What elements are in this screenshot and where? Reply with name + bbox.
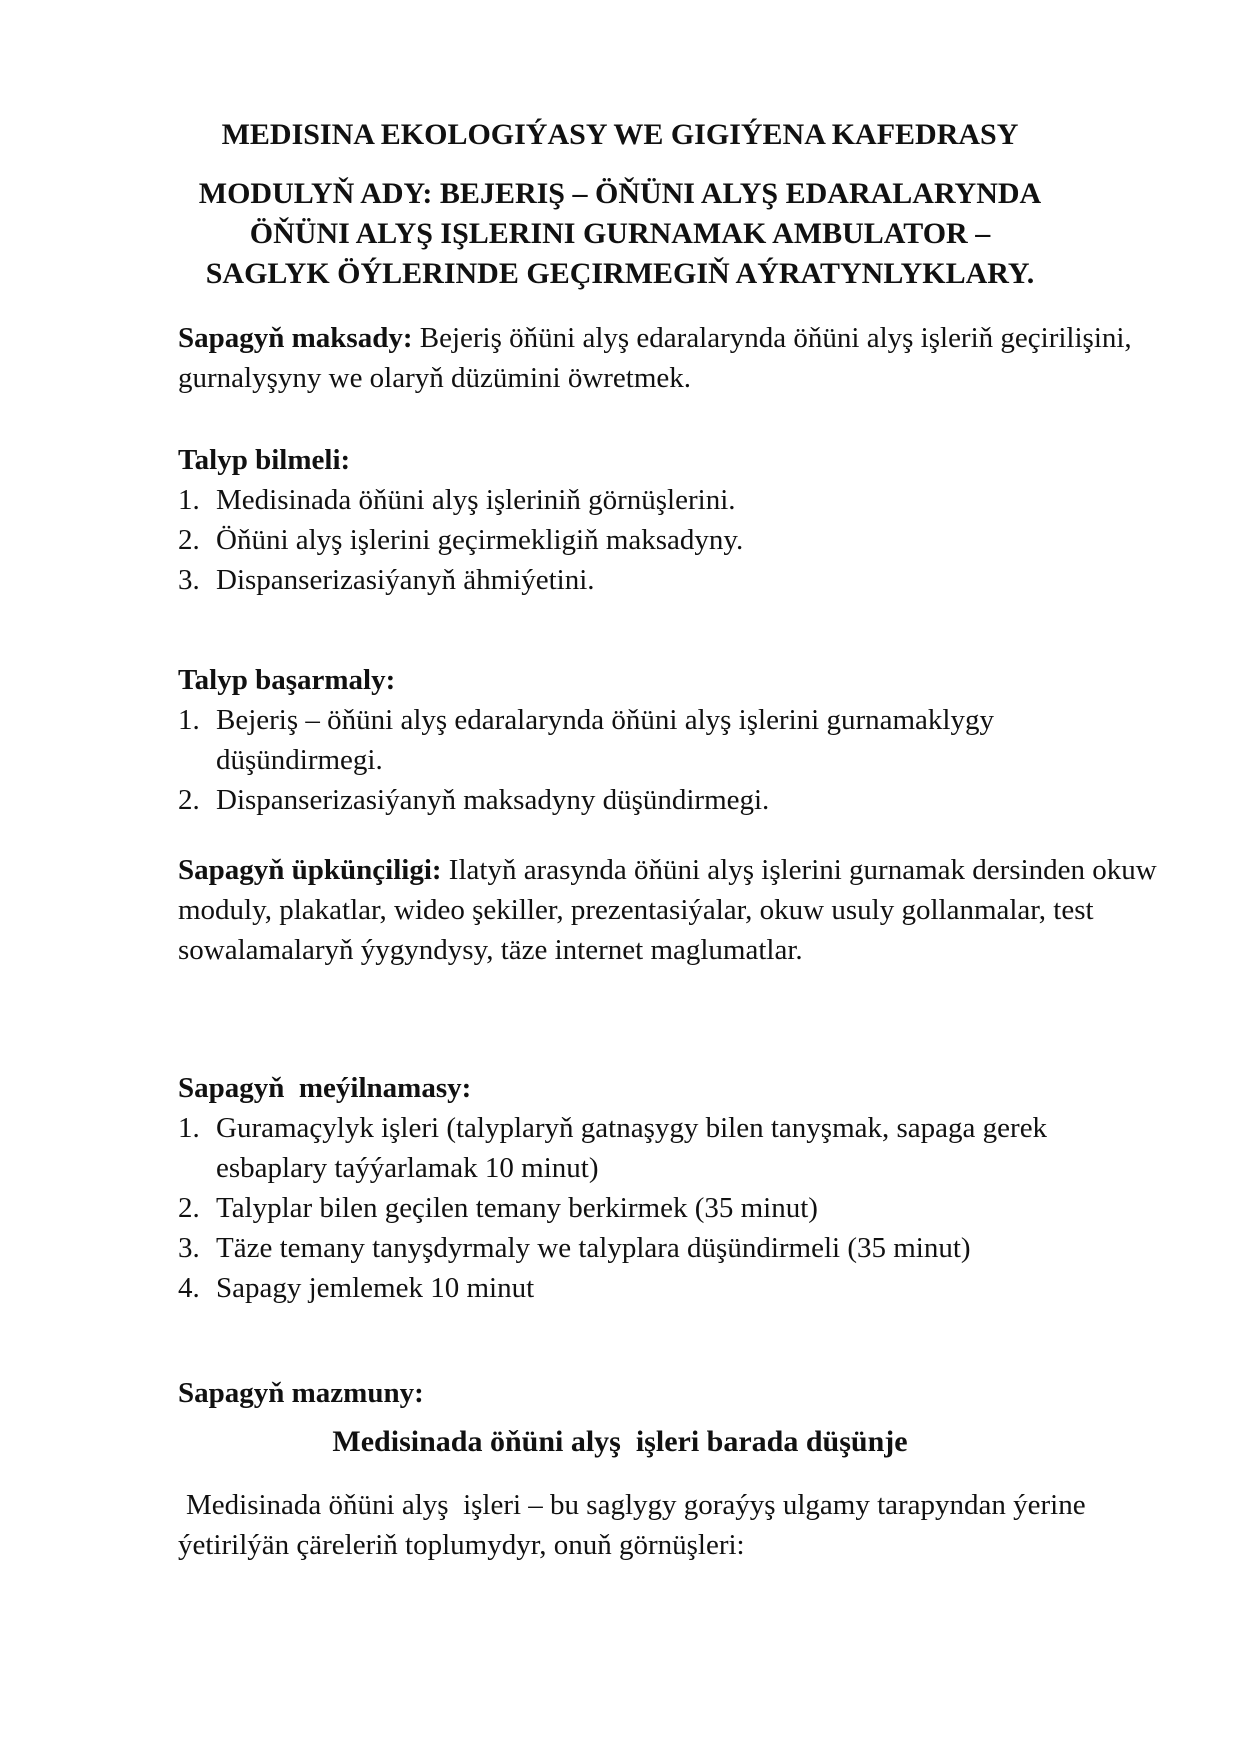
module-title-line: MODULYŇ ADY: BEJERIŞ – ÖŇÜNI ALYŞ EDARALARYNDA	[198, 177, 1042, 210]
list-item	[178, 1108, 1158, 1188]
list-text: Medisinada öňüni alyş işleriniň görnüşlerini.	[216, 484, 736, 516]
lesson-equipment	[178, 850, 1158, 970]
lesson-equipment-text: Ilatyň arasynda öňüni alyş işlerini gurnamak dersinden okuw moduly, plakatlar, wideo şekiller, prezentasiýalar, okuw usuly gollanmalar, test sowalamalaryň ýygyndysy, täze internet maglumatlar.	[178, 854, 1157, 966]
list-text: Täze temany tanyşdyrmaly we talyplara düşündirmeli (35 minut)	[216, 1232, 971, 1264]
list-item	[178, 1268, 1158, 1308]
list-item	[178, 520, 1158, 560]
section-heading: Medisinada öňüni alyş işleri barada düşünje	[332, 1425, 908, 1458]
intro-paragraph	[178, 1485, 1158, 1565]
must-do-section	[178, 660, 1158, 820]
list-item	[178, 780, 1158, 820]
list-item	[178, 560, 1158, 600]
must-do-heading: Talyp başarmaly:	[178, 664, 396, 696]
lesson-equipment-label: Sapagyň üpkünçiligi:	[178, 854, 442, 886]
list-number: 1.	[178, 1112, 200, 1144]
list-text: Dispanserizasiýanyň maksadyny düşündirmegi.	[216, 784, 770, 816]
module-title-line: SAGLYK ÖÝLERINDE GEÇIRMEGIŇ AÝRATYNLYKLARY.	[205, 257, 1035, 290]
lesson-goal-label: Sapagyň maksady:	[178, 322, 413, 354]
must-do-list	[178, 700, 1158, 820]
list-number: 1.	[178, 704, 200, 736]
list-text: Talyplar bilen geçilen temany berkirmek (35 minut)	[216, 1192, 818, 1224]
list-item	[178, 700, 1158, 780]
paragraph-text: Medisinada öňüni alyş işleri – bu saglygy goraýyş ulgamy tarapyndan ýerine ýetirilýän çäreleriň toplumydyr, onuň görnüşleri:	[178, 1489, 1093, 1561]
module-title-line: ÖŇÜNI ALYŞ IŞLERINI GURNAMAK AMBULATOR –	[249, 217, 991, 250]
list-number: 2.	[178, 784, 200, 816]
list-number: 2.	[178, 524, 200, 556]
module-title	[0, 174, 1240, 294]
list-text: Bejeriş – öňüni alyş edaralarynda öňüni alyş işlerini gurnamaklygy düşündirmegi.	[216, 704, 994, 776]
list-item	[178, 1228, 1158, 1268]
list-number: 3.	[178, 564, 200, 596]
list-text: Sapagy jemlemek 10 minut	[216, 1272, 535, 1304]
lesson-goal	[178, 318, 1158, 398]
list-text: Dispanserizasiýanyň ähmiýetini.	[216, 564, 595, 596]
list-text: Öňüni alyş işlerini geçirmekligiň maksadyny.	[216, 524, 744, 556]
list-item	[178, 1188, 1158, 1228]
must-know-list	[178, 480, 1158, 600]
department-title: MEDISINA EKOLOGIÝASY WE GIGIÝENA KAFEDRASY	[221, 118, 1019, 151]
list-number: 4.	[178, 1272, 200, 1304]
content-heading: Sapagyň mazmuny:	[178, 1377, 424, 1409]
must-know-section	[178, 440, 1158, 600]
lesson-plan-heading: Sapagyň meýilnamasy:	[178, 1072, 472, 1104]
list-number: 2.	[178, 1192, 200, 1224]
lesson-plan-list	[178, 1108, 1158, 1308]
list-text: Guramaçylyk işleri (talyplaryň gatnaşygy bilen tanyşmak, sapaga gerek esbaplary taýýarlamak 10 minut)	[216, 1112, 1048, 1184]
lesson-goal-text: Bejeriş öňüni alyş edaralarynda öňüni alyş işleriň geçirilişini, gurnalyşyny we olaryň düzümini öwretmek.	[178, 322, 1132, 394]
list-item	[178, 480, 1158, 520]
list-number: 3.	[178, 1232, 200, 1264]
must-know-heading: Talyp bilmeli:	[178, 444, 351, 476]
list-number: 1.	[178, 484, 200, 516]
lesson-plan-section	[178, 1068, 1158, 1308]
